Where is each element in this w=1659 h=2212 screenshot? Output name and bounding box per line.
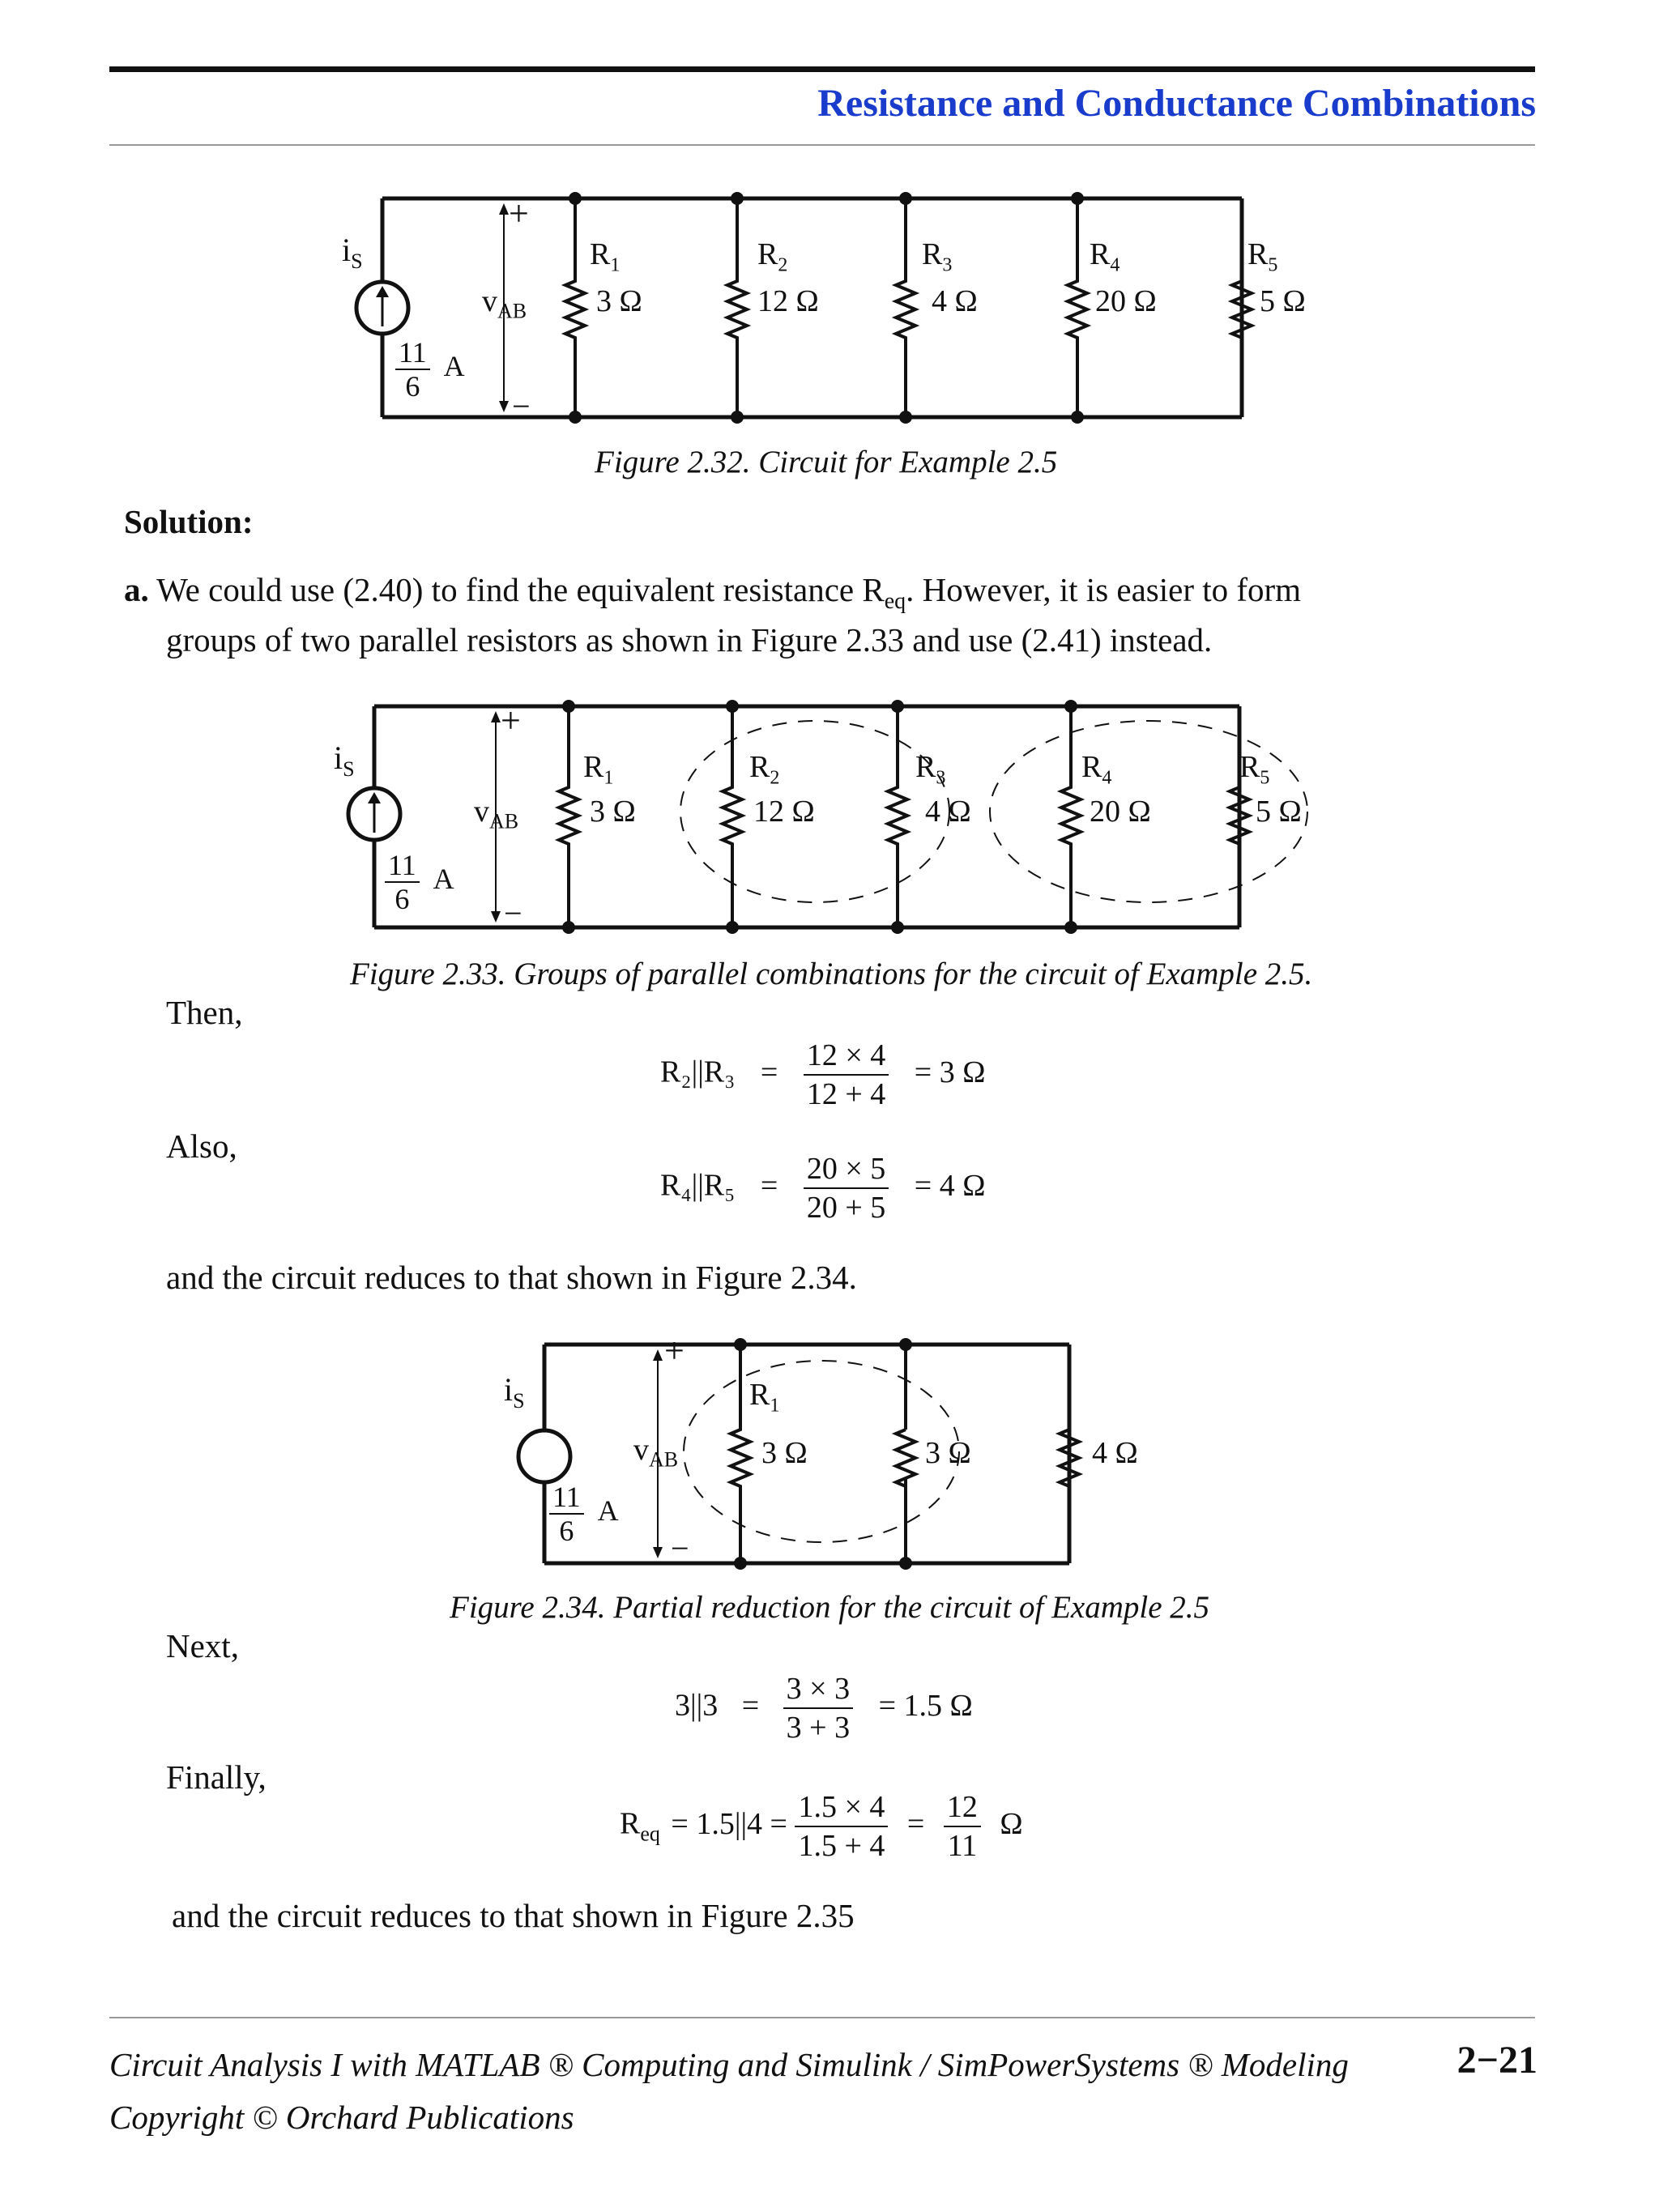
fig232-r5-value: 5 Ω [1260, 284, 1306, 318]
figure-2-33-circuit [308, 697, 1377, 972]
fig233-r5-value: 5 Ω [1256, 795, 1302, 829]
group-r2-r3-ellipse [680, 721, 949, 902]
fig232-r3-label: $R_3$ [922, 237, 953, 276]
also-text: Also, [166, 1127, 237, 1165]
fig233-r3-value: 4 Ω [925, 795, 971, 829]
fig232-plus: + [509, 194, 529, 233]
page-header-title: Resistance and Conductance Combinations [817, 82, 1536, 125]
fig233-r5-label: $R_5$ [1239, 750, 1270, 789]
fig232-r3-value: 4 Ω [932, 284, 978, 318]
fig234-r3-value: 4 Ω [1092, 1436, 1138, 1470]
equation-req: $R_{eq} = 1.5||4$ = $\frac{1.5 \times 4}{1.5 + 4}$ = $\frac{12}{11}$ Ω [620, 1790, 1023, 1863]
figure-2-32-circuit [308, 174, 1345, 450]
fig232-r2-label: $R_2$ [757, 237, 788, 276]
fig234-caption: Figure 2.34. Partial reduction for the circuit of Example 2.5 [450, 1590, 1210, 1625]
fig232-r4-label: $R_4$ [1090, 237, 1120, 276]
fig233-is-label: $i_S$ [334, 739, 355, 781]
fig233-r2-value: 12 Ω [753, 795, 815, 829]
fig232-r2-value: 12 Ω [757, 284, 819, 318]
fig233-r3-label: $R_3$ [915, 750, 946, 789]
header-rule [109, 66, 1535, 72]
equation-r2-r3: R₂||R₃ = $\frac{12 \times 4}{12 + 4}$ = 3 Ω [660, 1038, 986, 1111]
current-source-icon [518, 1430, 570, 1482]
then-text: Then, [166, 994, 243, 1031]
group-r1-r2-ellipse [684, 1361, 959, 1542]
fig232-minus: − [512, 388, 531, 424]
fig232-r1-value: 3 Ω [596, 284, 642, 318]
paragraph-a-line1: a. We could use (2.40) to find the equivalent resistance $R_{eq}$. However, it is easier to form [124, 571, 1302, 615]
paragraph-a-line2: groups of two parallel resistors as shown in Figure 2.33 and use (2.41) instead. [166, 621, 1213, 658]
fig233-r1-value: 3 Ω [590, 795, 636, 829]
fig233-source-value: $\frac{11}{6}$ A [385, 849, 454, 915]
finally-text: Finally, [166, 1758, 267, 1796]
next-text: Next, [166, 1627, 239, 1664]
fig234-vab: $v_{AB}$ [633, 1433, 679, 1472]
fig232-r4-value: 20 Ω [1095, 284, 1157, 318]
fig232-caption: Figure 2.32. Circuit for Example 2.5 [595, 445, 1058, 479]
fig232-is-label: $i_S$ [342, 232, 363, 273]
fig233-caption: Figure 2.33. Groups of parallel combinations for the circuit of Example 2.5. [350, 957, 1313, 991]
fig233-plus: + [501, 701, 521, 740]
fig234-is-label: $i_S$ [504, 1371, 525, 1413]
fig233-vab: $v_{AB}$ [474, 795, 519, 833]
fig232-source-value: $\frac{11}{6}$ A [395, 336, 465, 403]
fig234-plus: + [664, 1331, 684, 1370]
fig234-source-value: $\frac{11}{6}$ A [549, 1481, 619, 1547]
fig232-r1-label: $R_1$ [590, 237, 621, 276]
footer-copyright: Copyright © Orchard Publications [109, 2099, 574, 2136]
fig233-r4-value: 20 Ω [1090, 795, 1151, 829]
fig233-r2-label: $R_2$ [749, 750, 780, 789]
fig233-minus: − [504, 895, 522, 931]
header-underline [109, 144, 1535, 146]
fig232-vab: $v_{AB}$ [482, 284, 527, 323]
fig234-r2-value: 3 Ω [925, 1436, 971, 1470]
page-number: 2−21 [1456, 2039, 1537, 2082]
fig234-minus: − [671, 1530, 689, 1566]
reduce-text-1: and the circuit reduces to that shown in Figure 2.34. [166, 1259, 857, 1296]
fig233-r1-label: $R_1$ [583, 750, 614, 789]
fig233-r4-label: $R_4$ [1081, 750, 1112, 789]
fig232-r5-label: $R_5$ [1247, 237, 1278, 276]
fig234-r1-label: $R_1$ [749, 1378, 780, 1417]
equation-r4-r5: R₄||R₅ = $\frac{20 \times 5}{20 + 5}$ = 4 Ω [660, 1152, 986, 1225]
solution-heading: Solution: [124, 503, 254, 540]
fig234-r1-value: 3 Ω [761, 1436, 808, 1470]
reduce-text-2: and the circuit reduces to that shown in Figure 2.35 [172, 1897, 855, 1934]
footer-rule [109, 2017, 1535, 2018]
footer-book-title: Circuit Analysis I with MATLAB ® Computing and Simulink / SimPowerSystems ® Modeling [109, 2046, 1349, 2083]
equation-3-par-3: 3||3 = $\frac{3 \times 3}{3 + 3}$ = 1.5 Ω [675, 1672, 973, 1745]
